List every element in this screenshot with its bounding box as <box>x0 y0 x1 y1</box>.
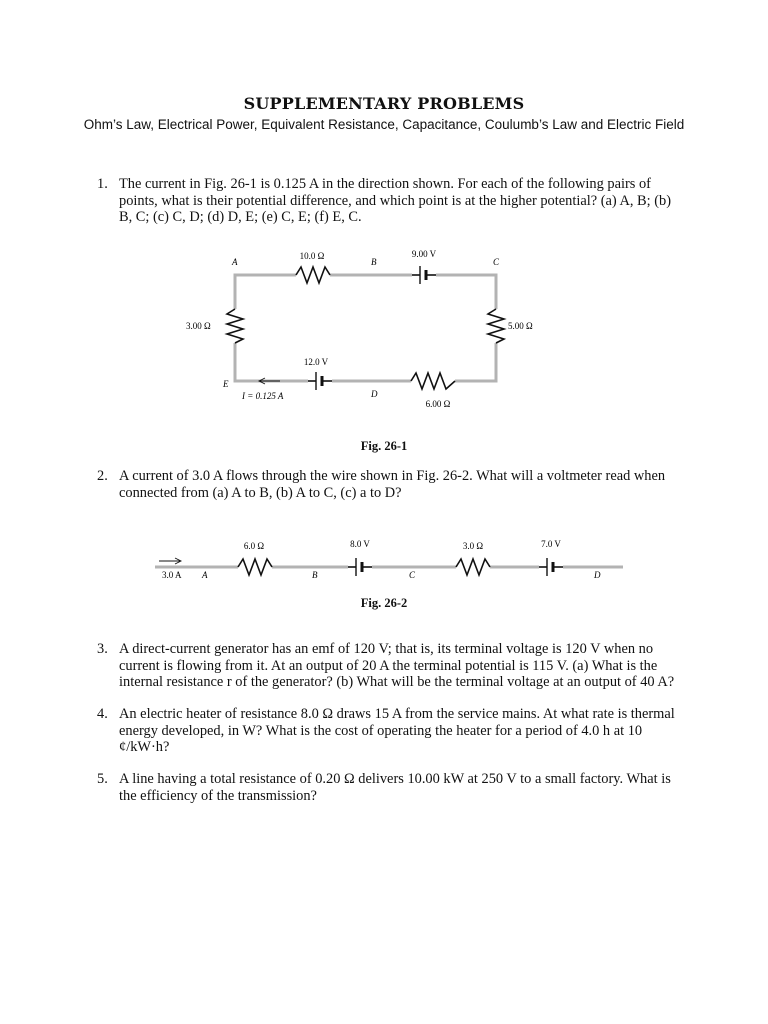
label-8V: 8.0 V <box>350 539 370 549</box>
resistor-3-ohm <box>227 309 243 343</box>
point-D: D <box>594 570 601 580</box>
battery-7V <box>539 558 563 576</box>
point-D: D <box>371 389 378 399</box>
resistor-6-ohm <box>238 559 272 575</box>
problem-number: 4. <box>97 706 108 722</box>
battery-12V <box>308 372 332 390</box>
point-C: C <box>409 570 416 580</box>
page-title: SUPPLEMENTARY PROBLEMS <box>243 94 525 113</box>
problem-1 <box>97 176 677 226</box>
point-E: E <box>223 379 229 389</box>
label-6-ohm: 6.00 Ω <box>425 399 451 409</box>
label-3-ohm: 3.0 Ω <box>462 541 484 551</box>
problem-text: A direct-current generator has an emf of 120 V; that is, its terminal voltage is 120 V when no current is flowing from it. At an output of 20 A the terminal potential is 115 V. (a) What is the internal resistance r of the generator? (b) What will be the terminal voltage at an output of 40 A? <box>119 641 675 690</box>
point-A: A <box>202 570 208 580</box>
resistor-10-ohm <box>296 267 330 283</box>
page-subtitle: Ohm’s Law, Electrical Power, Equivalent Resistance, Capacitance, Coulumb’s Law and Electric Field <box>83 117 685 132</box>
label-current: I = 0.125 A <box>242 391 284 401</box>
battery-9V <box>412 266 436 284</box>
label-3-ohm: 3.00 Ω <box>186 321 211 331</box>
label-6-ohm: 6.0 Ω <box>243 541 265 551</box>
resistor-5-ohm <box>488 309 504 343</box>
point-A: A <box>232 257 238 267</box>
circuit-wire <box>235 275 496 381</box>
problem-text: The current in Fig. 26-1 is 0.125 A in the direction shown. For each of the following pairs of points, what is their potential difference, and which point is at the higher potential? (a) A, B; (b) B, C; (c) C, D; (d) D, E; (e) C, E; (f) E, C. <box>119 176 672 225</box>
problem-5 <box>97 771 677 804</box>
label-7V: 7.0 V <box>541 539 561 549</box>
problem-number: 1. <box>97 176 108 192</box>
resistor-6-ohm <box>411 373 455 389</box>
problem-number: 3. <box>97 641 108 657</box>
label-12V: 12.0 V <box>303 357 329 367</box>
problem-text: An electric heater of resistance 8.0 Ω draws 15 A from the service mains. At what rate is thermal energy developed, in W? What is the cost of operating the heater for a period of 4.0 h at 10 ¢/kW·h? <box>119 706 675 755</box>
problem-4 <box>97 706 677 756</box>
point-B: B <box>371 257 377 267</box>
label-10-ohm: 10.0 Ω <box>299 251 325 261</box>
figure-26-1-caption: Fig. 26-1 <box>360 439 408 453</box>
problem-number: 2. <box>97 468 108 484</box>
problem-3 <box>97 641 677 691</box>
figure-26-2-caption: Fig. 26-2 <box>360 596 408 610</box>
label-9V: 9.00 V <box>411 249 437 259</box>
current-arrow-icon <box>159 558 181 564</box>
point-C: C <box>493 257 500 267</box>
figure-26-1-circuit <box>180 245 540 415</box>
figure-26-2-wire <box>150 535 630 591</box>
problem-number: 5. <box>97 771 108 787</box>
problem-text: A current of 3.0 A flows through the wire shown in Fig. 26-2. What will a voltmeter read when connected from (a) A to B, (b) A to C, (c) a to D? <box>119 468 666 501</box>
problem-2 <box>97 468 677 501</box>
problem-text: A line having a total resistance of 0.20 Ω delivers 10.00 kW at 250 V to a small factory. What is the efficiency of the transmission? <box>119 771 671 804</box>
point-B: B <box>312 570 318 580</box>
label-current: 3.0 A <box>162 570 182 580</box>
current-arrow-icon <box>259 378 280 384</box>
resistor-3-ohm <box>456 559 490 575</box>
label-5-ohm: 5.00 Ω <box>508 321 533 331</box>
battery-8V <box>348 558 372 576</box>
